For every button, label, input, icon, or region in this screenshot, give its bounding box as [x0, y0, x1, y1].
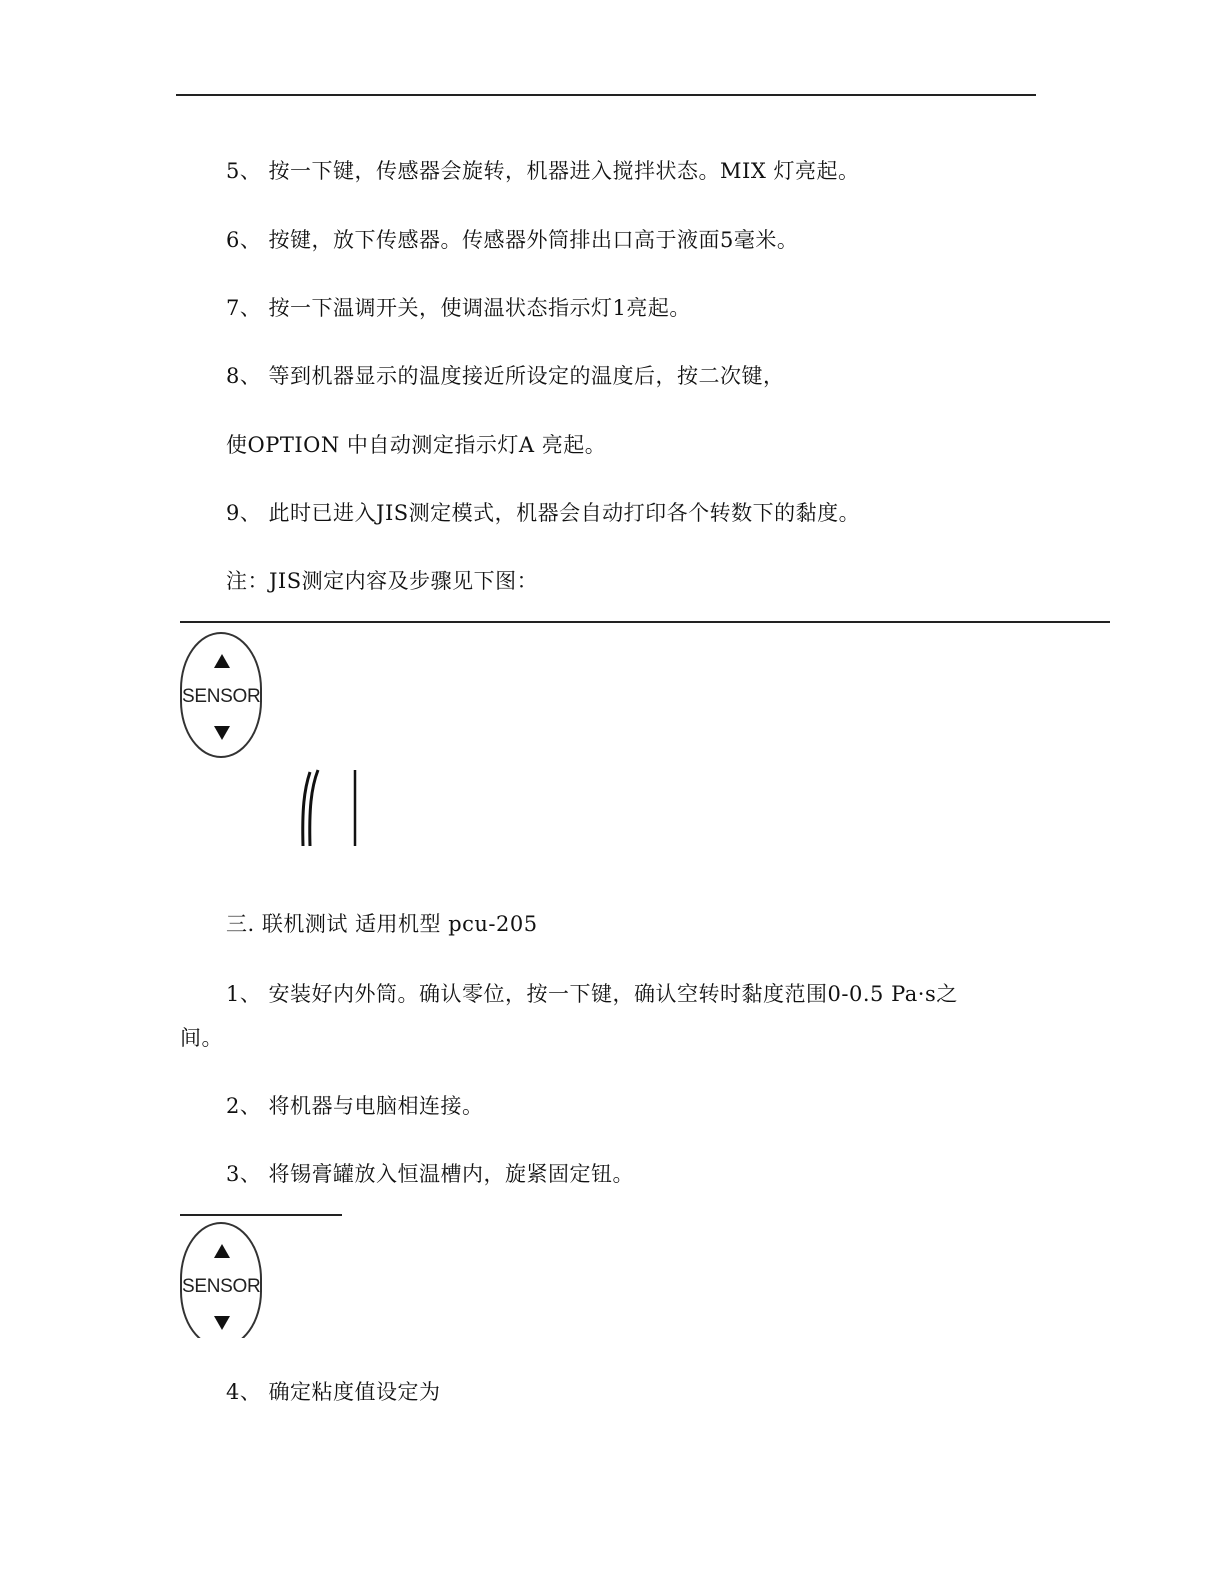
step-4-online: 4、 确定粘度值设定为: [226, 1380, 441, 1404]
section-3-heading: 三. 联机测试 适用机型 pcu-205: [226, 912, 538, 936]
triangle-down-icon: [214, 1316, 230, 1330]
step-7: 7、 按一下温调开关，使调温状态指示灯1亮起。: [226, 296, 691, 320]
triangle-down-icon: [214, 726, 230, 740]
step-8: 8、 等到机器显示的温度接近所设定的温度后，按二次键，: [226, 364, 785, 388]
step-1-online: 1、 安装好内外筒。确认零位，按一下键，确认空转时黏度范围0-0.5 Pa·s之: [226, 982, 958, 1006]
step-3-online: 3、 将锡膏罐放入恒温槽内，旋紧固定钮。: [226, 1162, 635, 1186]
triangle-up-icon: [214, 1244, 230, 1258]
step-6: 6、 按键，放下传感器。传感器外筒排出口高于液面5毫米。: [226, 228, 799, 252]
divider-rule: [180, 621, 1110, 623]
step-8-continuation: 使OPTION 中自动测定指示灯A 亮起。: [226, 433, 607, 457]
step-1-online-continuation: 间。: [180, 1026, 223, 1050]
sensor-button[interactable]: [180, 1222, 262, 1338]
step-9: 9、 此时已进入JIS测定模式，机器会自动打印各个转数下的黏度。: [226, 501, 861, 525]
sensor-button[interactable]: [180, 632, 262, 758]
sensor-label: SENSOR: [182, 1276, 261, 1297]
sensor-button-clip: [180, 1222, 270, 1338]
jis-note: 注：JIS测定内容及步骤见下图：: [226, 569, 539, 593]
sensor-shaft-drawing: [296, 766, 366, 848]
triangle-up-icon: [214, 654, 230, 668]
short-divider-rule: [180, 1214, 342, 1216]
step-2-online: 2、 将机器与电脑相连接。: [226, 1094, 484, 1118]
sensor-label: SENSOR: [182, 686, 261, 707]
header-rule: [176, 94, 1036, 96]
step-5: 5、 按一下键，传感器会旋转，机器进入搅拌状态。MIX 灯亮起。: [226, 159, 860, 183]
